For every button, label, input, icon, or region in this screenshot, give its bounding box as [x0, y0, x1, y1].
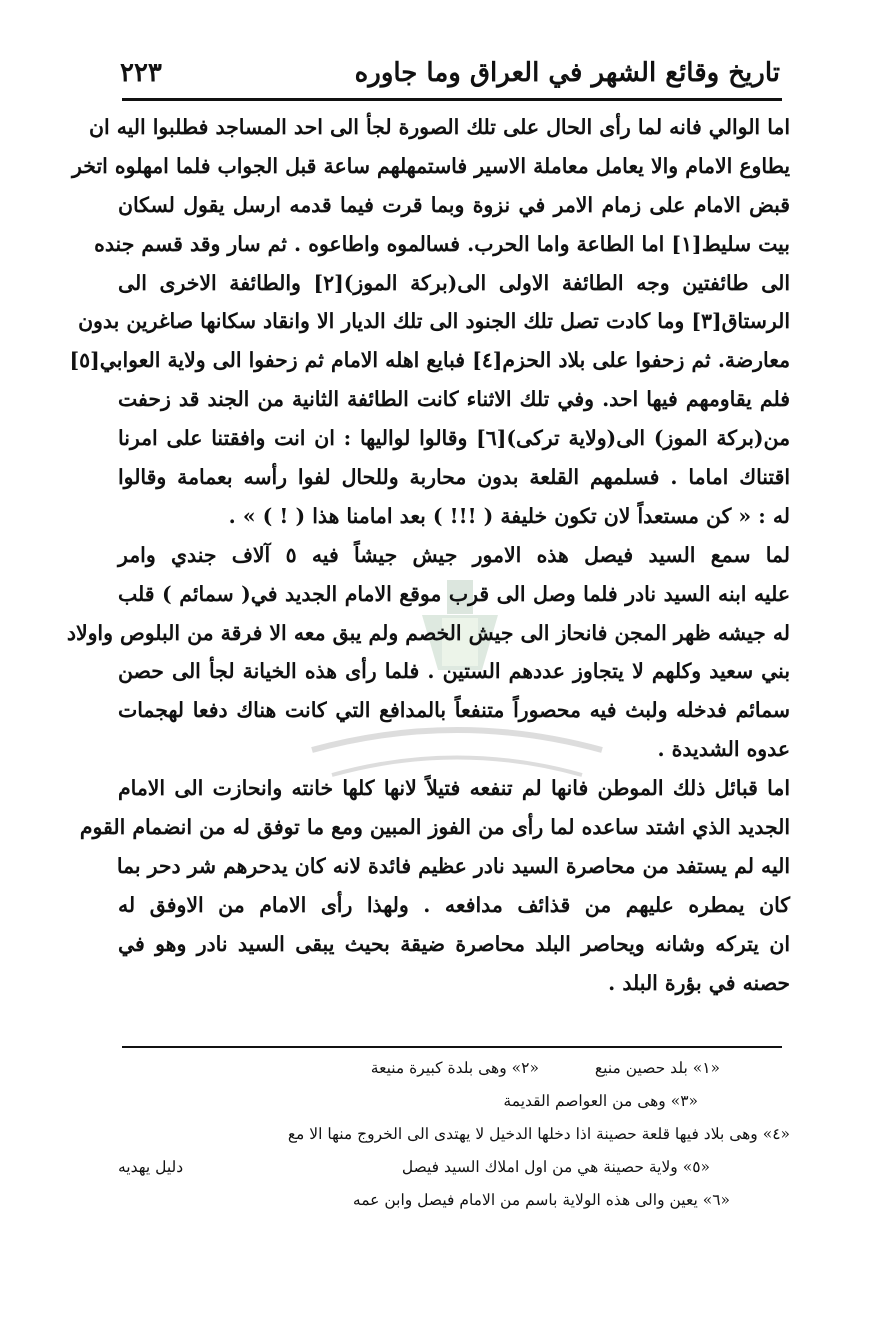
header-rule [122, 98, 782, 101]
footnote-3: «٣» وهى من العواصم القديمة [503, 1092, 698, 1110]
text-line: ان يتركه وشانه ويحاصر البلد محاصرة ضيقة بحيث يبقى السيد نادر وهو في [118, 931, 790, 956]
text-line: يطاوع الامام والا يعامل معاملة الاسير فاستمهلهم ساعة قبل الجواب فلما امهلوه اتخر [72, 153, 790, 178]
text-line: عدوه الشديدة . [657, 737, 790, 762]
footnote-5: «٥» ولاية حصينة هي من اول املاك السيد فيصل [401, 1158, 710, 1176]
text-line: الى طائفتين وجه الطائفة الاولى الى(بركة الموز)[٢] والطائفة الاخرى الى [118, 270, 790, 295]
running-title: تاريخ وقائع الشهر في العراق وما جاوره [354, 58, 780, 88]
text-line: سمائم فدخله ولبث فيه محصوراً متنفعاً بالمدافع التي كانت هناك دفعا لهجمات [118, 698, 790, 723]
text-line: اليه لم يستفد من محاصرة السيد نادر عظيم فائدة لانه كان يدحرهم شر دحر بما [116, 853, 790, 878]
text-line: بني سعيد وكلهم لا يتجاوز عددهم الستين . فلما رأى هذه الخيانة لجأ الى حصن [118, 659, 790, 684]
text-line: بيت سليط[١] اما الطاعة واما الحرب. فسالموه واطاعوه . ثم سار وقد قسم جنده [94, 231, 790, 256]
text-line: الجديد الذي اشتد ساعده لما رأى من الفوز المبين ومع ما توفق له من انضمام القوم [79, 815, 790, 840]
footnote-row [118, 1052, 790, 1085]
footnote-row [118, 1151, 790, 1184]
footnote-1: «١» بلد حصين منيع [594, 1059, 720, 1077]
text-line: اما الوالي فانه لما رأى الحال على تلك الصورة لجأ الى احد المساجد فطلبوا اليه ان [88, 115, 790, 139]
text-line: معارضة. ثم زحفوا على بلاد الحزم[٤] فبايع اهله الامام ثم زحفوا الى ولاية العوابي[٥] [69, 348, 790, 373]
text-line: عليه ابنه السيد نادر فلما وصل الى قرب موقع الامام الجديد في( سمائم ) قلب [118, 581, 790, 606]
text-line: له جيشه ظهر المجن فانحاز الى جيش الخصم ولم يبق معه الا فرقة من البلوص واولاد [66, 620, 790, 645]
page-number: ٢٢٣ [120, 58, 162, 88]
text-line: اقتناك اماما . فسلمهم القلعة بدون محاربة وللحال لفوا رأسه بعمامة وقالوا [118, 465, 790, 490]
text-line: حصنه في بؤرة البلد . [608, 970, 790, 995]
text-line: الرستاق[٣] وما كادت تصل تلك الجنود الى تلك الديار الا وانقاد سكانها صاغرين بدون [78, 309, 790, 334]
footnotes [118, 1052, 790, 1217]
main-text [66, 108, 790, 1002]
running-header [120, 52, 780, 94]
text-line: كان يمطره عليهم من قذائف مدافعه . ولهذا رأى الامام من الاوفق له [118, 892, 790, 917]
text-line: اما قبائل ذلك الموطن فانها لم تنفعه فتيلاً لانها كلها خانته وانحازت الى الامام [118, 776, 790, 801]
footnote-4: «٤» وهى بلاد فيها قلعة حصينة اذا دخلها الدخيل لا يهتدى الى الخروج منها الا مع [287, 1125, 790, 1143]
footnote-2: «٢» وهى بلدة كبيرة منيعة [370, 1059, 539, 1077]
text-line: له : « كن مستعداً لان تكون خليفة ( !!! ) بعد امامنا هذا ( ! ) » . [228, 503, 790, 528]
footnote-rule [122, 1046, 782, 1048]
text-line: من(بركة الموز) الى(ولاية تركى)[٦] وقالوا لواليها : ان انت وافقتنا على امرنا [118, 426, 790, 451]
text-line: فلم يقاومهم فيها احد. وفي تلك الاثناء كانت الطائفة الثانية من الجند قد زحفت [118, 387, 790, 412]
text-line: قبض الامام على زمام الامر في نزوة وبما قرت فيما قدمه ارسل يقول لسكان [118, 192, 790, 217]
footnote-6: «٦» يعين والى هذه الولاية باسم من الامام فيصل وابن عمه [352, 1191, 730, 1209]
text-line: لما سمع السيد فيصل هذه الامور جيش جيشاً فيه ٥ آلاف جندي وامر [118, 542, 790, 567]
footnote-4-cont: دليل يهديه [118, 1158, 184, 1176]
